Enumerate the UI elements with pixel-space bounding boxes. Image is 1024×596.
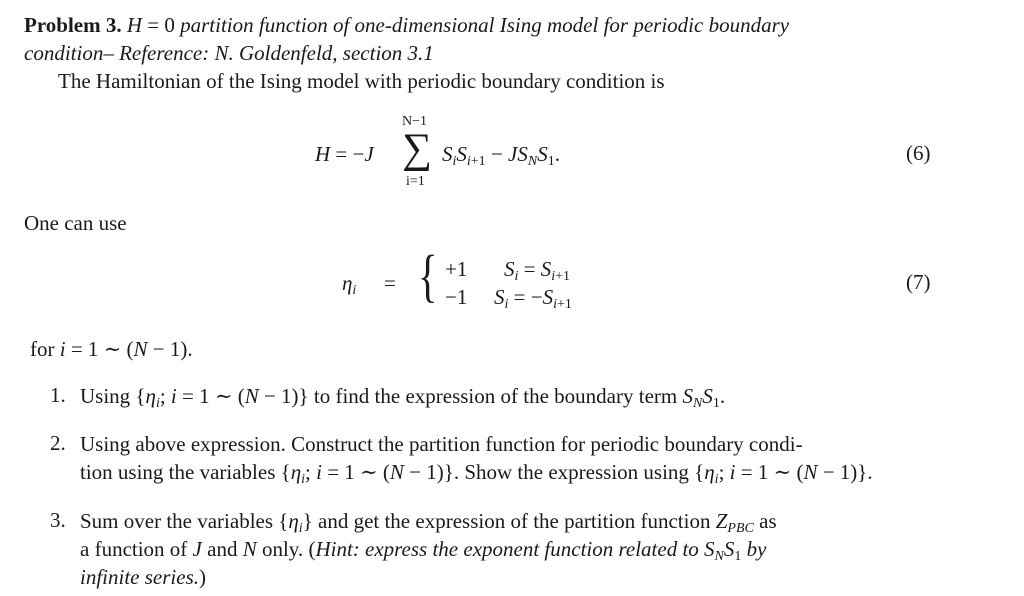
eq7-number: (7) [906, 270, 931, 294]
one-can-use-text: One can use [24, 211, 127, 235]
eq6-lhs: H = −J [315, 142, 374, 166]
item-3-line1: Sum over the variables $\{\eta_i\}$ and get the expression of the partition function $Z_{PBC}$ as [80, 509, 777, 536]
item-2-line1: Using above expression. Construct the partition function for periodic boundary condi- [80, 432, 803, 456]
eq7-row2-value: −1 [445, 285, 468, 309]
problem-label: Problem 3. [24, 13, 122, 37]
item-3-line2: a function of J and N only. (Hint: express the exponent function related to $S_NS_1$ by [80, 537, 767, 564]
intro-text: The Hamiltonian of the Ising model with periodic boundary condition is [58, 69, 665, 93]
eq7-brace: { [418, 243, 438, 308]
eq7-row1-value: +1 [445, 257, 468, 281]
problem-title-line2: condition– Reference: N. Goldenfeld, section 3.1 [24, 41, 434, 65]
eq6-sum-lower: i=1 [406, 174, 425, 189]
eq7-equals: = [384, 271, 396, 295]
item-2-number: 2. [50, 431, 66, 455]
problem-title-text: partition function of one-dimensional Ising model for periodic boundary [180, 13, 790, 37]
eq7-lhs: $\eta_i$ [342, 271, 357, 298]
eq7-row1-condition: $S_i = S_{i+1}$ [504, 257, 571, 284]
eq6-terms: $S_iS_{i+1} - JS_NS_1$. [442, 142, 560, 169]
problem-h-condition: H [126, 13, 143, 37]
eq6-sum-upper: N−1 [402, 114, 428, 129]
item-3-number: 3. [50, 508, 66, 532]
problem-title-line1: Problem 3. H = 0 partition function of one-dimensional Ising model for periodic boundary [24, 13, 790, 37]
item-3-line3: infinite series.) [80, 565, 206, 589]
range-text: for i = 1 ∼ (N − 1). [30, 337, 193, 361]
eq6-number: (6) [906, 141, 931, 165]
item-1-number: 1. [50, 383, 66, 407]
item-1-line1: Using {$\eta_i$; i = 1 ∼ (N − 1)} to find the expression of the boundary term $S_NS_1$. [80, 384, 726, 411]
eq7-row2-condition: $S_i = -S_{i+1}$ [494, 285, 572, 312]
item-2-line2: tion using the variables {$\eta_i$; i = 1 ∼ (N − 1)}. Show the expression using {$\eta_i$; i = 1 ∼ (N − 1)}. [80, 460, 873, 487]
eq6-sum-symbol: ∑ [402, 126, 432, 172]
